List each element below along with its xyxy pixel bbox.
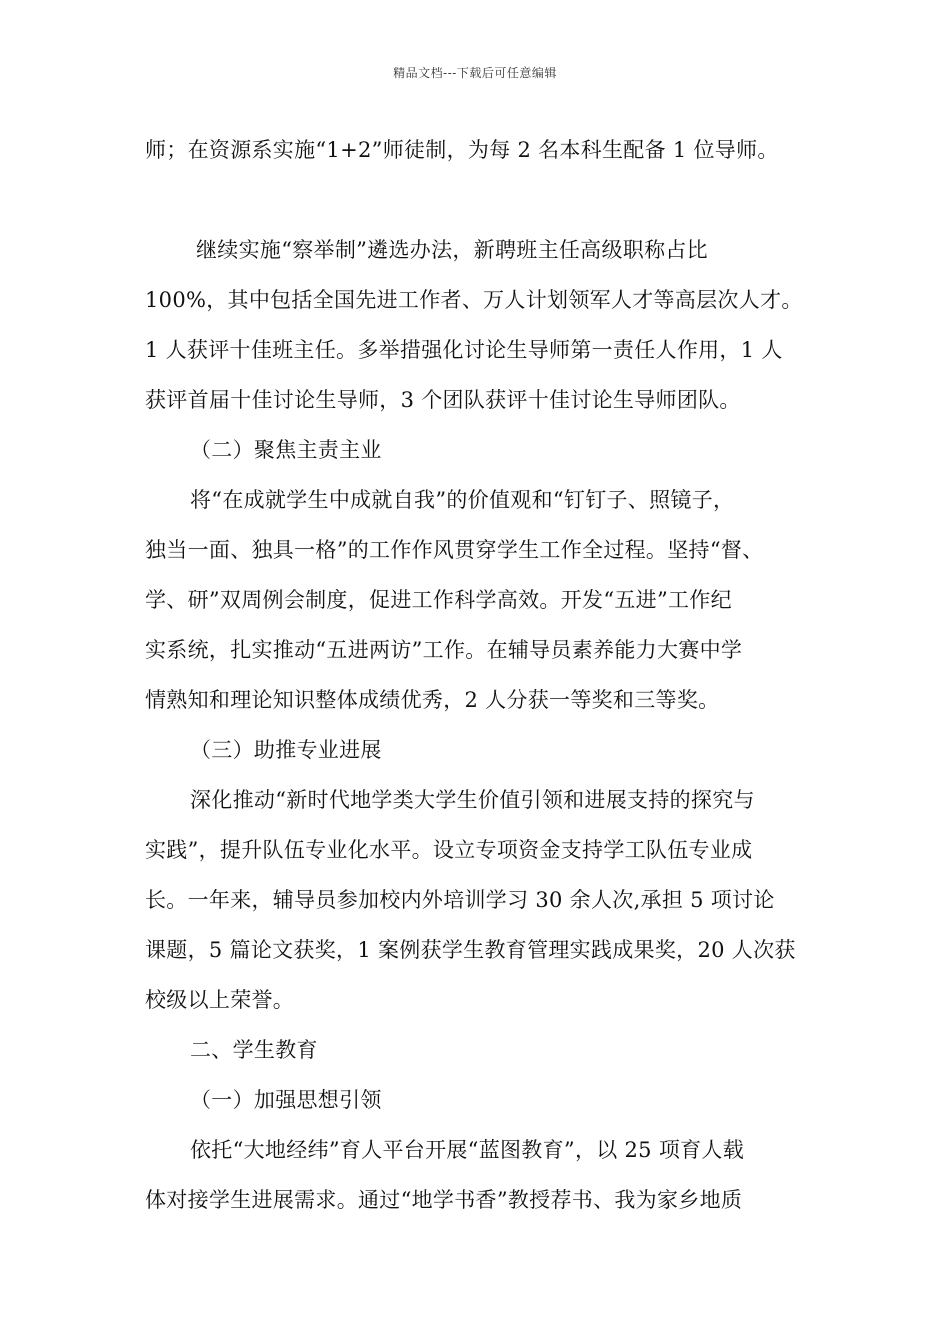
paragraph-line: 1 人获评十佳班主任。多举措强化讨论生导师第一责任人作用，1 人: [145, 338, 783, 362]
paragraph-line: 100%，其中包括全国先进工作者、万人计划领军人才等高层次人才。: [145, 288, 803, 312]
paragraph-line: 体对接学生进展需求。通过“地学书香”教授荐书、我为家乡地质: [145, 1188, 743, 1212]
paragraph-line: 依托“大地经纬”育人平台开展“蓝图教育”，以 25 项育人载: [190, 1138, 745, 1162]
paragraph-line: 师；在资源系实施“1+2”师徒制，为每 2 名本科生配备 1 位导师。: [145, 138, 779, 162]
section-heading: （三）助推专业进展: [190, 738, 382, 762]
paragraph-line: 实践”，提升队伍专业化水平。设立专项资金支持学工队伍专业成: [145, 838, 753, 862]
paragraph-line: 实系统，扎实推动“五进两访”工作。在辅导员素养能力大赛中学: [145, 638, 743, 662]
paragraph-line: 学、研”双周例会制度，促进工作科学高效。开发“五进”工作纪: [145, 588, 732, 612]
paragraph-line: 长。一年来，辅导员参加校内外培训学习 30 余人次,承担 5 项讨论: [145, 888, 775, 912]
paragraph-line: 校级以上荣誉。: [145, 988, 295, 1012]
paragraph-line: 课题，5 篇论文获奖，1 案例获学生教育管理实践成果奖，20 人次获: [145, 938, 796, 962]
paragraph-line: 独当一面、独具一格”的工作作风贯穿学生工作全过程。坚持“督、: [145, 538, 764, 562]
section-heading: （二）聚焦主责主业: [190, 438, 382, 462]
paragraph-line: 情熟知和理论知识整体成绩优秀，2 人分获一等奖和三等奖。: [145, 688, 720, 712]
section-heading: （一）加强思想引领: [190, 1088, 382, 1112]
paragraph-line: 深化推动“新时代地学类大学生价值引领和进展支持的探究与: [190, 788, 755, 812]
page-header: 精品文档---下载后可任意编辑: [393, 66, 557, 80]
paragraph-line: 继续实施“察举制”遴选办法，新聘班主任高级职称占比: [196, 238, 708, 262]
paragraph-line: 获评首届十佳讨论生导师，3 个团队获评十佳讨论生导师团队。: [145, 388, 741, 412]
paragraph-line: 将“在成就学生中成就自我”的价值观和“钉钉子、照镜子，: [190, 488, 735, 512]
section-heading: 二、学生教育: [190, 1038, 318, 1062]
